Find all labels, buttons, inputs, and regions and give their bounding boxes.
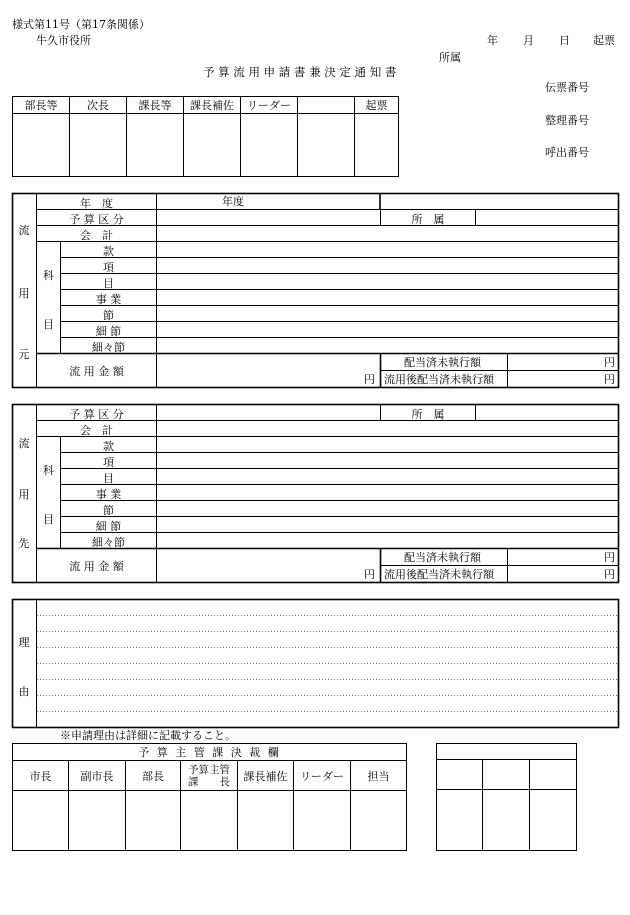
decision-col-assistant-head: 課長補佐 [238,761,294,791]
dest-allocated-unexecuted-label: 配当済未執行額 [404,551,481,564]
decision-stamp-box[interactable] [13,791,69,851]
decision-table [12,743,407,851]
decision-stamp-box[interactable] [351,791,407,851]
dest-amount-yen: 円 [364,568,375,581]
dest-budget-category-label: 予 算 区 分 [69,408,124,421]
office-name: 牛久市役所 [36,34,91,47]
source-side-char-3: 元 [18,348,30,361]
extra-stamp-table [436,743,577,851]
source-row-kan: 款 [103,245,114,258]
dest-row-jigyou: 事 業 [95,488,122,501]
extra-stamp-box[interactable] [483,790,530,851]
dest-affiliation-label: 所 属 [411,408,445,421]
reference-number-label: 整理番号 [545,114,589,127]
affiliation-label: 所属 [439,51,461,64]
dest-row-setsu: 節 [103,504,114,517]
source-after-transfer-yen: 円 [604,373,615,386]
drafted-label: 起票 [593,34,615,47]
form-number: 様式第11号（第17条関係） [12,18,150,31]
decision-stamp-box[interactable] [238,791,294,851]
approval-col-department-head: 部長等 [13,97,70,114]
source-fiscal-year-value: 年度 [222,195,244,208]
dest-side-char-3: 先 [18,537,30,550]
approval-col-leader: リーダー [241,97,298,114]
dest-row-moku: 目 [103,472,114,485]
dest-amount-label: 流 用 金 額 [69,560,124,573]
source-allocated-yen: 円 [604,356,615,369]
source-row-kou: 項 [103,261,114,274]
extra-stamp-label-cell [483,760,530,790]
source-subject-char-2: 目 [43,318,54,331]
call-number-label: 呼出番号 [545,146,589,159]
source-row-saisaisetsu: 細々節 [92,341,125,354]
approval-col-drafter: 起票 [355,97,399,114]
date-day-label: 日 [559,34,570,47]
dest-subject-char-2: 目 [43,513,54,526]
approval-col-assistant-head: 課長補佐 [184,97,241,114]
dest-row-kan: 款 [103,440,114,453]
source-row-saisetsu: 細 節 [95,325,122,338]
dest-side-char-2: 用 [18,488,30,501]
reason-label-char-2: 由 [18,685,30,698]
reason-note: ※申請理由は詳細に記載すること。 [60,729,236,742]
source-allocated-unexecuted-label: 配当済未執行額 [404,356,481,369]
source-side-char-1: 流 [18,224,30,237]
decision-title: 予 算 主 管 課 決 裁 欄 [13,744,407,761]
extra-stamp-box[interactable] [530,790,577,851]
source-fiscal-year-label: 年 度 [80,197,113,210]
source-affiliation-label: 所 属 [411,213,445,226]
source-budget-category-label: 予 算 区 分 [69,213,124,226]
date-year-label: 年 [487,34,498,47]
decision-col-leader: リーダー [294,761,351,791]
extra-stamp-box[interactable] [437,790,483,851]
source-subject-char-1: 科 [43,269,54,282]
approval-col-deputy: 次長 [70,97,127,114]
source-row-moku: 目 [103,277,114,290]
decision-col-staff: 担当 [351,761,407,791]
decision-col-budget-section-head: 予算主管 課 長 [181,761,238,791]
source-amount-yen: 円 [364,373,375,386]
dest-account-label: 会 計 [80,424,113,437]
extra-stamp-label-cell [437,760,483,790]
source-account-label: 会 計 [80,229,113,242]
decision-col-mayor: 市長 [13,761,69,791]
dest-subject-char-1: 科 [43,464,54,477]
dest-after-transfer-label: 流用後配当済未執行額 [384,568,494,581]
reason-text-area[interactable] [37,600,618,727]
dest-side-char-1: 流 [18,437,30,450]
dest-after-transfer-yen: 円 [604,568,615,581]
source-row-jigyou: 事 業 [95,293,122,306]
decision-stamp-box[interactable] [69,791,126,851]
decision-stamp-box[interactable] [181,791,238,851]
date-month-label: 月 [523,34,534,47]
dest-row-saisetsu: 細 節 [95,520,122,533]
document-title: 予 算 流 用 申 請 書 兼 決 定 通 知 書 [203,65,397,79]
extra-stamp-label-cell [530,760,577,790]
approval-col-section-head: 課長等 [127,97,184,114]
dest-row-saisaisetsu: 細々節 [92,536,125,549]
decision-col-deputy-mayor: 副市長 [69,761,126,791]
decision-stamp-box[interactable] [126,791,181,851]
decision-col-director: 部長 [126,761,181,791]
source-amount-label: 流 用 金 額 [69,365,124,378]
source-row-setsu: 節 [103,309,114,322]
extra-stamp-header [437,744,577,760]
reason-label-char-1: 理 [18,636,30,649]
dest-row-kou: 項 [103,456,114,469]
slip-number-label: 伝票番号 [545,81,589,94]
source-after-transfer-label: 流用後配当済未執行額 [384,373,494,386]
decision-stamp-box[interactable] [294,791,351,851]
source-side-char-2: 用 [18,287,30,300]
dest-allocated-yen: 円 [604,551,615,564]
